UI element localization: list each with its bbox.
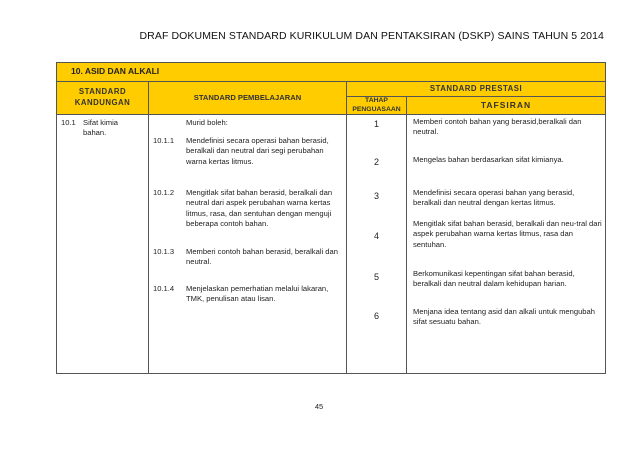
standard-kandungan-cell (57, 115, 149, 374)
pembelajaran-item-text: Mendefinisi secara operasi bahan berasid, beralkali dan neutral dari segi perubahan warna kertas litmus. (186, 136, 329, 166)
header-standard-kandungan: STANDARD KANDUNGAN (57, 82, 149, 115)
pembelajaran-item-number: 10.1.4 (153, 284, 175, 293)
header-standard-prestasi: STANDARD PRESTASI (347, 82, 606, 97)
tafsiran-text: Mengitlak sifat bahan berasid, beralkali dan neu-tral dari aspek perubahan warna kertas litmus, rasa dan sentuhan. (413, 219, 602, 249)
pembelajaran-item (153, 284, 347, 312)
standard-kandungan-text: Sifat kimia bahan. (83, 118, 119, 138)
tafsiran-text: Berkomunikasi kepentingan sifat bahan berasid, beralkali dan neutral dalam kehidupan harian. (413, 269, 575, 289)
standard-kandungan-number: 10.1 (61, 118, 76, 127)
pembelajaran-item-text: Menjelaskan pemerhatian melalui lakaran, TMK, penulisan atau lisan. (186, 284, 329, 304)
tahap-level: 4 (373, 231, 379, 241)
tafsiran-text: Mendefinisi secara operasi bahan yang berasid, beralkali dan neutral dengan kertas litmus. (413, 188, 575, 208)
pembelajaran-item-number: 10.1.2 (153, 188, 175, 197)
pembelajaran-item-text: Mengitlak sifat bahan berasid, beralkali dan neutral dari aspek perubahan warna kertas litmus, rasa, dan sentuhan dengan menguji beberapa contoh bahan. (186, 188, 333, 228)
pembelajaran-item (153, 247, 347, 275)
tahap-level: 6 (373, 311, 379, 321)
pembelajaran-item (153, 136, 347, 176)
pembelajaran-item (153, 188, 347, 240)
header-tahap-penguasaan: TAHAP PENGUASAAN (347, 97, 407, 115)
header-tafsiran: TAFSIRAN (407, 97, 606, 115)
tafsiran-text: Memberi contoh bahan yang berasid,beralkali dan neutral. (413, 117, 582, 137)
pembelajaran-item-text: Memberi contoh bahan berasid, beralkali dan neutral. (186, 247, 338, 267)
tafsiran-cell (407, 115, 606, 374)
curriculum-table (56, 62, 606, 374)
pembelajaran-intro: Murid boleh: (186, 118, 228, 127)
standard-pembelajaran-cell (149, 115, 347, 374)
tahap-level: 3 (373, 191, 379, 201)
tahap-level: 1 (373, 119, 379, 129)
pembelajaran-item-number: 10.1.1 (153, 136, 175, 145)
section-title: 10. ASID DAN ALKALI (57, 63, 606, 82)
document-header: DRAF DOKUMEN STANDARD KURIKULUM DAN PENTAKSIRAN (DSKP) SAINS TAHUN 5 2014 (139, 30, 604, 42)
pembelajaran-item-number: 10.1.3 (153, 247, 175, 256)
tahap-level: 2 (373, 157, 379, 167)
tafsiran-text: Menjana idea tentang asid dan alkali untuk mengubah sifat sesuatu bahan. (413, 307, 595, 327)
page-number: 45 (314, 402, 324, 411)
tahap-penguasaan-cell (347, 115, 407, 374)
tahap-level: 5 (373, 272, 379, 282)
header-standard-pembelajaran: STANDARD PEMBELAJARAN (149, 82, 347, 115)
tafsiran-text: Mengelas bahan berdasarkan sifat kimianya. (413, 155, 564, 164)
